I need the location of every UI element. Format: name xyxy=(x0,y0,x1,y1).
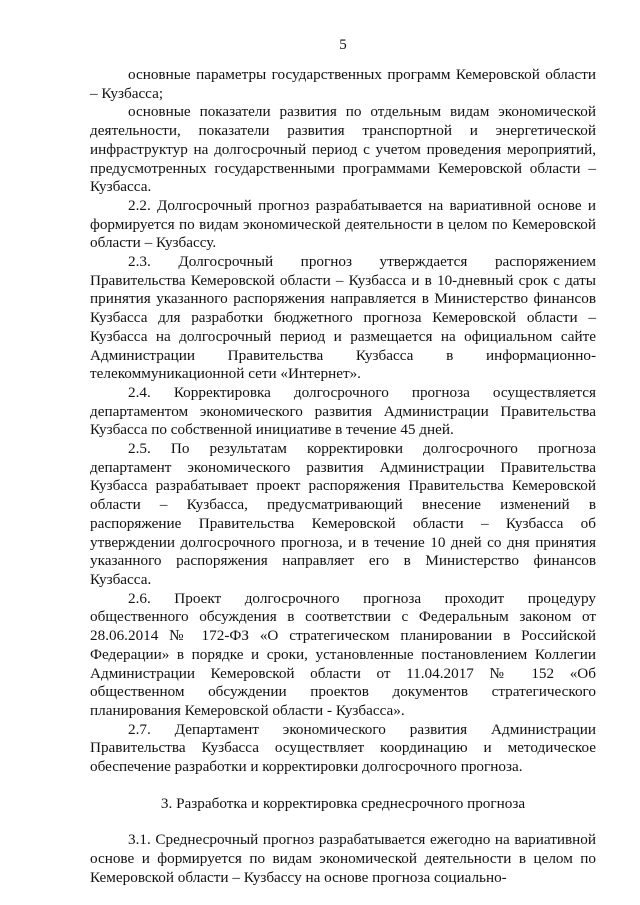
paragraph-2-7: 2.7. Департамент экономического развития Администрации Правительства Кузбасса осуществляет координацию и методическое обеспечение разработки и корректировки долгосрочного прогноза. xyxy=(90,720,596,776)
paragraph-2-3: 2.3. Долгосрочный прогноз утверждается распоряжением Правительства Кемеровской области – Кузбасса и в 10-дневный срок с даты принятия указанного распоряжения направляется в Министерство финансов Кузбасса для разработки бюджетного прогноза Кемеровской области – Кузбасса на долгосрочный период и размещается на официальном сайте Администрации Правительства Кузбасса в информационно-телекоммуникационной сети «Интернет». xyxy=(90,253,596,383)
paragraph-development-indicators: основные показатели развития по отдельным видам экономической деятельности, показатели развития транспортной и энергетической инфраструктур на долгосрочный период с учетом проведения мероприятий, предусмотренных государственными программами Кемеровской области – Кузбасса. xyxy=(90,103,596,196)
section-heading: 3. Разработка и корректировка среднесрочного прогноза xyxy=(160,794,526,812)
paragraph-2-6: 2.6. Проект долгосрочного прогноза проходит процедуру общественного обсуждения в соответствии с Федеральным законом от 28.06.2014 № 172-ФЗ «О стратегическом планировании в Российской Федерации» в порядке и сроки, установленные постановлением Коллегии Администрации Кемеровской области от 11.04.2017 № 152 «Об общественном обсуждении проектов документов стратегического планирования Кемеровской области - Кузбасса». xyxy=(90,589,596,719)
paragraph-2-5: 2.5. По результатам корректировки долгосрочного прогноза департамент экономического развития Администрации Правительства Кузбасса разрабатывает проект распоряжения Правительства Кемеровской области – Кузбасса, предусматривающий внесение изменений в распоряжение Правительства Кемеровской области – Кузбасса об утверждении долгосрочного прогноза, и в течение 10 дней со дня принятия указанного распоряжения направляет его в Министерство финансов Кузбасса. xyxy=(90,440,596,588)
paragraph-3-1: 3.1. Среднесрочный прогноз разрабатывается ежегодно на вариативной основе и формируется по видам экономической деятельности в целом по Кемеровской области – Кузбассу на основе прогноза социально- xyxy=(90,831,596,886)
page-number: 5 xyxy=(339,37,347,53)
paragraph-2-2: 2.2. Долгосрочный прогноз разрабатывается на вариативной основе и формируется по видам экономической деятельности в целом по Кемеровской области – Кузбассу. xyxy=(90,196,596,252)
paragraph-program-parameters: основные параметры государственных программ Кемеровской области – Кузбасса; xyxy=(90,66,596,102)
paragraph-2-4: 2.4. Корректировка долгосрочного прогноза осуществляется департаментом экономического развития Администрации Правительства Кузбасса по собственной инициативе в течение 45 дней. xyxy=(90,383,596,439)
